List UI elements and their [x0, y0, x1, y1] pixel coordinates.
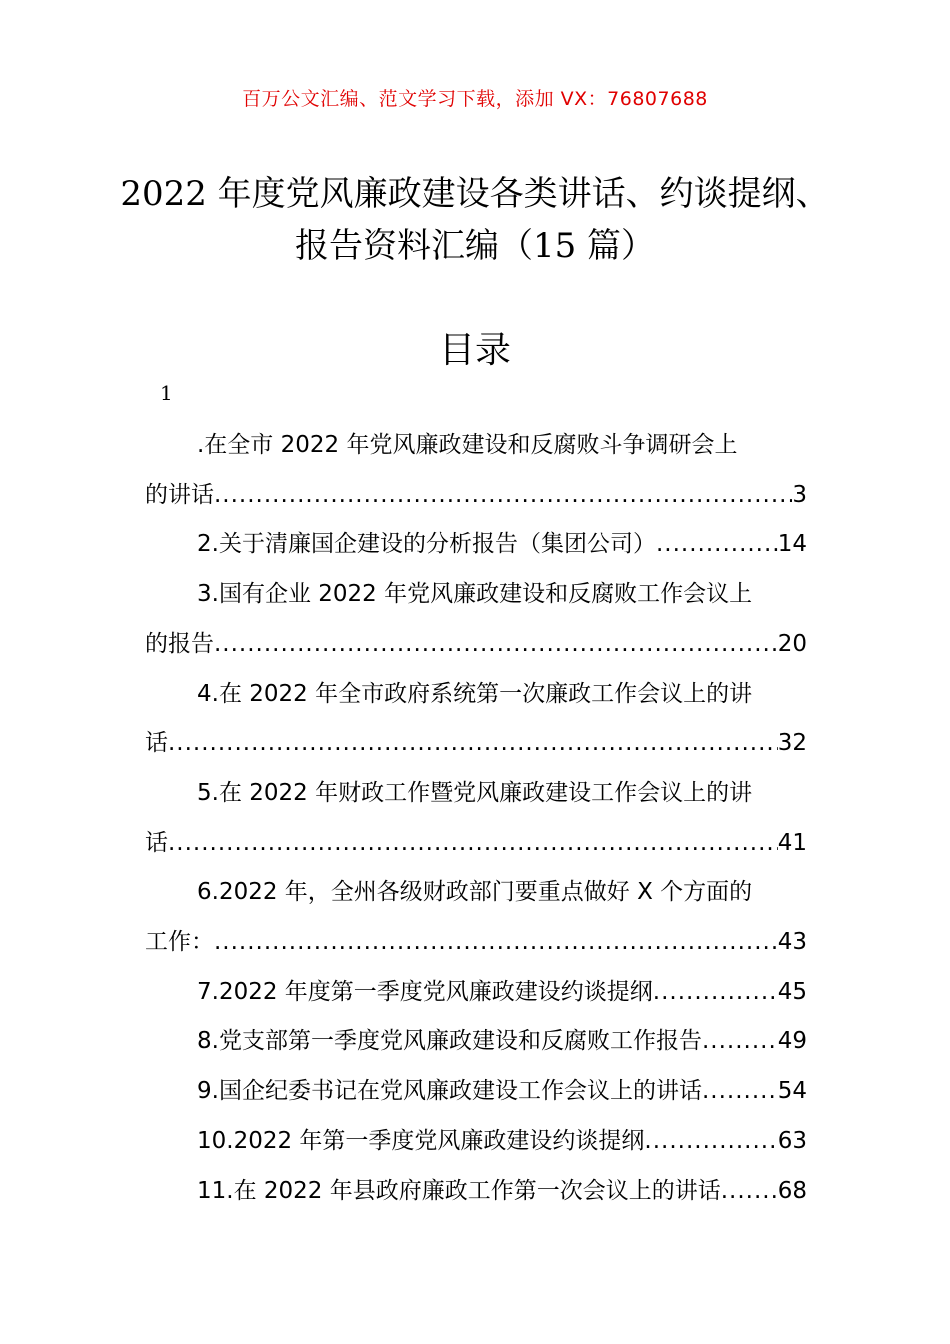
toc-page-number: 14 — [777, 531, 807, 558]
toc-entry-title: 9.国企纪委书记在党风廉政建设工作会议上的讲话 — [197, 1078, 702, 1105]
toc-entry[interactable] — [145, 1017, 807, 1067]
toc-page-number: 41 — [777, 829, 807, 856]
toc-entry[interactable] — [145, 968, 807, 1018]
page-marker: 1 — [160, 381, 173, 405]
toc-entry-title: 3.国有企业 2022 年党风廉政建设和反腐败工作会议上 — [197, 581, 753, 608]
toc-page-number: 32 — [777, 730, 807, 757]
toc-dot-leader — [214, 918, 778, 968]
table-of-contents — [145, 421, 807, 1216]
toc-page-number: 3 — [792, 481, 807, 508]
toc-entry-title: 7.2022 年度第一季度党风廉政建设约谈提纲 — [197, 978, 653, 1005]
toc-dot-leader — [168, 719, 778, 769]
toc-entry[interactable] — [145, 520, 807, 570]
toc-page-number: 54 — [777, 1078, 807, 1105]
toc-dot-leader — [702, 1017, 778, 1067]
toc-entry-title: .在全市 2022 年党风廉政建设和反腐败斗争调研会上 — [197, 432, 738, 458]
toc-entry-title: 4.在 2022 年全市政府系统第一次廉政工作会议上的讲 — [197, 680, 753, 707]
toc-entry-title-continued: 的讲话 — [145, 481, 214, 508]
toc-entry-title: 6.2022 年，全州各级财政部门要重点做好 X 个方面的 — [197, 879, 753, 906]
document-title: 2022 年度党风廉政建设各类讲话、约谈提纲、报告资料汇编（15 篇） — [120, 174, 830, 266]
toc-entry-title-continued: 工作： — [145, 929, 214, 956]
toc-page-number: 49 — [777, 1028, 807, 1055]
toc-page-number: 20 — [777, 630, 807, 657]
toc-entry[interactable] — [145, 1117, 807, 1167]
toc-dot-leader — [168, 819, 778, 869]
toc-entry-title: 11.在 2022 年县政府廉政工作第一次会议上的讲话 — [197, 1177, 721, 1204]
toc-page-number: 63 — [777, 1127, 807, 1154]
toc-entry[interactable] — [145, 421, 807, 520]
toc-entry-title: 5.在 2022 年财政工作暨党风廉政建设工作会议上的讲 — [197, 779, 753, 806]
toc-entry-title-continued: 话 — [145, 829, 168, 856]
toc-entry[interactable] — [145, 1167, 807, 1217]
toc-entry[interactable] — [145, 868, 807, 967]
toc-page-number: 43 — [777, 929, 807, 956]
toc-entry-title-continued: 的报告 — [145, 630, 214, 657]
toc-heading: 目录 — [438, 330, 511, 371]
toc-entry-title: 2.关于清廉国企建设的分析报告（集团公司） — [197, 531, 656, 558]
toc-entry[interactable] — [145, 570, 807, 669]
toc-entry-title-continued: 话 — [145, 730, 168, 757]
toc-dot-leader — [721, 1167, 778, 1217]
toc-entry[interactable] — [145, 1067, 807, 1117]
toc-dot-leader — [214, 471, 792, 521]
toc-entry-title: 10.2022 年第一季度党风廉政建设约谈提纲 — [197, 1127, 645, 1154]
toc-dot-leader — [214, 620, 778, 670]
toc-dot-leader — [656, 520, 778, 570]
toc-entry-title: 8.党支部第一季度党风廉政建设和反腐败工作报告 — [197, 1028, 702, 1055]
toc-entry[interactable] — [145, 769, 807, 868]
toc-dot-leader — [653, 968, 778, 1018]
toc-page-number: 45 — [777, 978, 807, 1005]
toc-page-number: 68 — [777, 1177, 807, 1204]
toc-dot-leader — [702, 1067, 778, 1117]
toc-entry[interactable] — [145, 670, 807, 769]
header-note: 百万公文汇编、范文学习下载，添加 VX：76807688 — [242, 88, 708, 110]
toc-dot-leader — [644, 1117, 777, 1167]
